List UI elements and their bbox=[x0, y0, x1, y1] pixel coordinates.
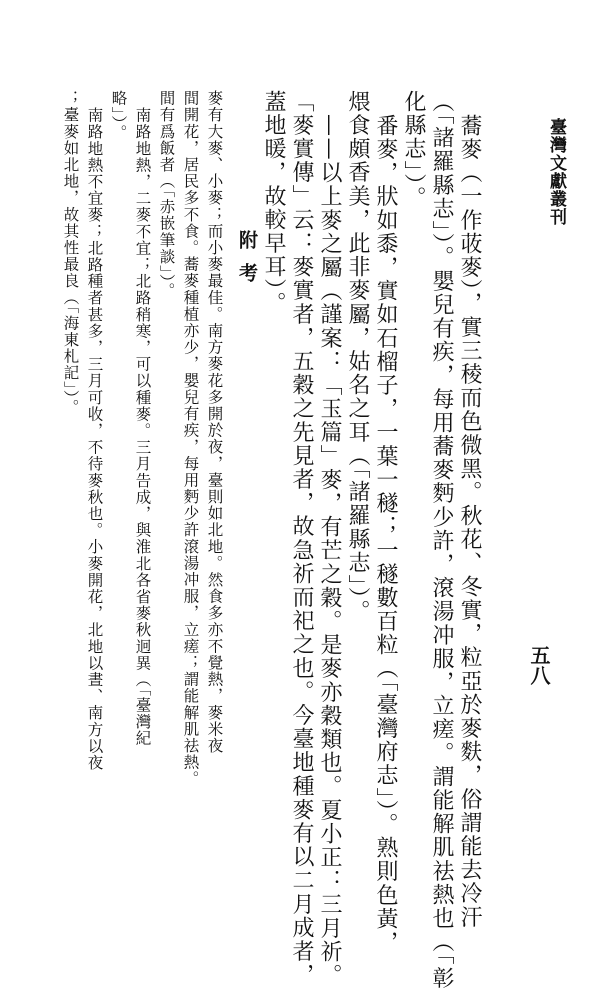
page-number: 五八 bbox=[527, 645, 551, 685]
text-column: 「麥實傳」云：麥實者，五穀之先見者，故急祈而祀之也。今臺地種麥有以二月成者， bbox=[289, 90, 314, 987]
text-column: 番麥，狀如黍，實如石榴子，一葉一穟；一穟數百粒（「臺灣府志」）。熟則色黃， bbox=[373, 113, 398, 954]
text-column: 南路地熱，二麥不宜；北路稍寒，可以種麥。三月告成，與淮北各省麥秋迥異（「臺灣紀 bbox=[133, 107, 152, 747]
text-column: 蓋地暖，故較早耳）。 bbox=[261, 90, 286, 315]
text-column: 南路地熱不宜麥；北路種者甚多，三月可收，不待麥秋也。小麥開花，北地以晝、南方以夜 bbox=[85, 107, 104, 771]
page-body bbox=[50, 90, 482, 990]
text-column: ——以上麥之屬（謹案：「玉篇」麥，有芒之穀。是麥亦穀類也。夏小正：三月祈。 bbox=[317, 113, 342, 987]
journal-title: 臺灣文獻叢刊 bbox=[546, 118, 566, 226]
text-column: 化縣志」）。 bbox=[401, 90, 426, 210]
text-column: （「諸羅縣志」）。嬰兒有疾，每用蕎麥麪少許，滾湯冲服，立瘥。謂能解肌祛熱也（「彰 bbox=[429, 90, 454, 990]
text-column: 煨食頗香美，此非麥屬，姑名之耳（「諸羅縣志」）。 bbox=[345, 90, 370, 624]
text-column: 間開花，居民多不食。蕎麥種植亦少，嬰兒有疾，每用麪少許滾湯冲服，立瘥；謂能解肌祛熱。 bbox=[181, 90, 200, 788]
text-column: ；臺麥如北地，故其性最良（「海東札記」）。 bbox=[61, 90, 80, 416]
section-heading: 附考 bbox=[236, 230, 258, 296]
text-column: 略」）。 bbox=[109, 90, 128, 141]
text-column: 間有爲飯者（「赤嵌筆談」）。 bbox=[157, 90, 176, 300]
text-column: 麥有大麥、小麥；而小麥最佳。南方麥花多開於夜，臺則如北地。然食多亦不覺熱，麥米夜 bbox=[205, 90, 224, 754]
text-column: 蕎麥（一作荍麥），實三稜而色微黑。秋花、冬實，粒亞於麥麩，俗謂能去冷汗 bbox=[457, 113, 482, 929]
